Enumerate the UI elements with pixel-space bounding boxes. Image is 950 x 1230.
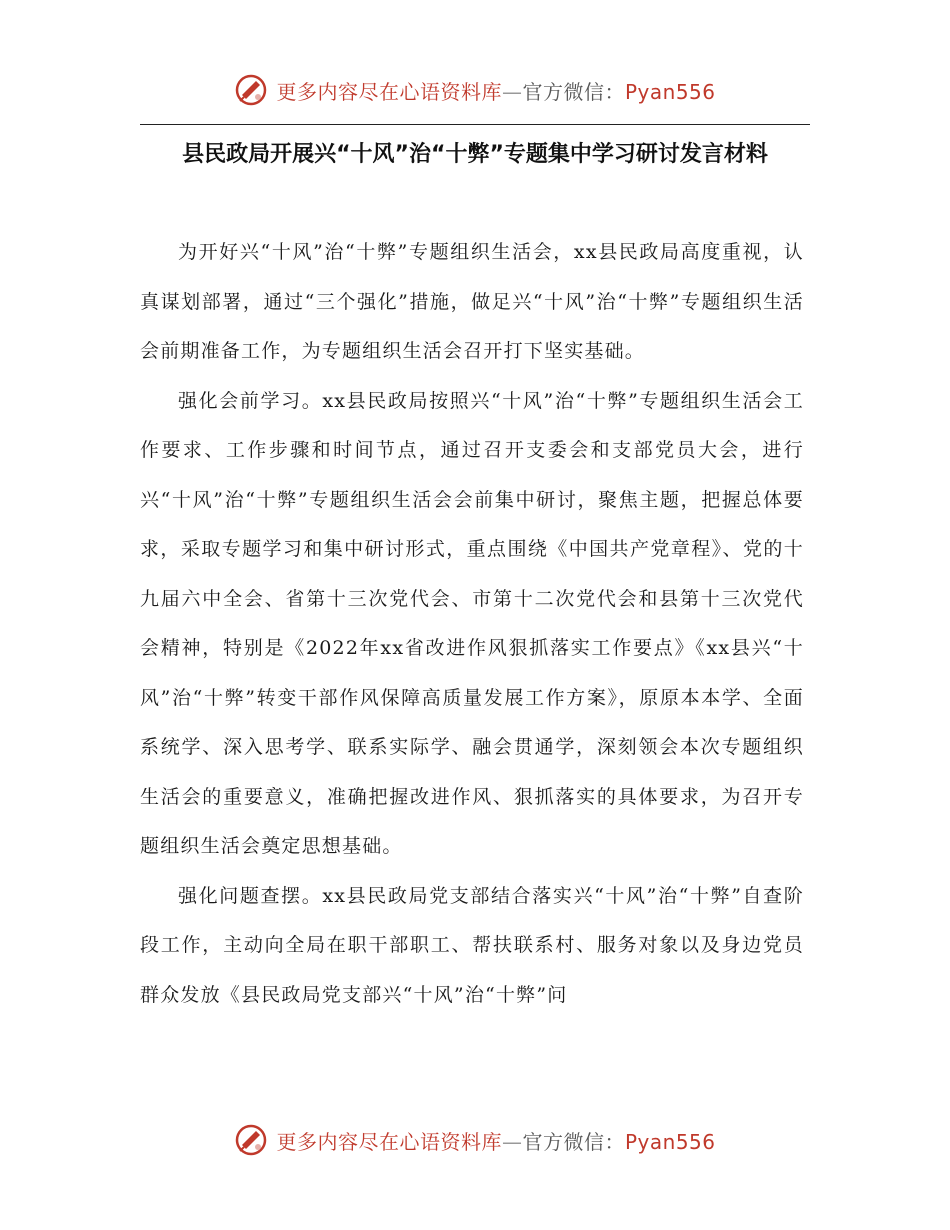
footer-watermark-banner <box>0 1120 950 1160</box>
paragraph-issues: 强化问题查摆。xx县民政局党支部结合落实兴“十风”治“十弊”自查阶段工作，主动向全局在职干部职工、帮扶联系村、服务对象以及身边党员群众发放《县民政局党支部兴“十风”治“十弊”问 <box>140 884 804 1006</box>
official-wechat-label: 官方微信： <box>522 79 625 104</box>
header-promo-text <box>276 76 715 105</box>
promo-dash: — <box>501 79 523 104</box>
promo-text: 更多内容尽在心语资料库 <box>276 1129 502 1154</box>
paragraph-intro: 为开好兴“十风”治“十弊”专题组织生活会，xx县民政局高度重视，认真谋划部署，通过“三个强化”措施，做足兴“十风”治“十弊”专题组织生活会前期准备工作，为专题组织生活会召开打下坚实基础。 <box>140 241 804 362</box>
document-body <box>140 228 804 1020</box>
wechat-handle: Pyan556 <box>624 79 716 104</box>
document-title: 县民政局开展兴“十风”治“十弊”专题集中学习研讨发言材料 <box>182 142 768 167</box>
promo-text: 更多内容尽在心语资料库 <box>276 79 502 104</box>
wechat-handle: Pyan556 <box>624 1129 716 1154</box>
official-wechat-label: 官方微信： <box>522 1129 625 1154</box>
footer-promo-text <box>276 1126 715 1155</box>
brand-logo-icon <box>234 1123 268 1157</box>
brand-logo-icon <box>234 73 268 107</box>
title-divider <box>140 124 810 125</box>
header-watermark-banner <box>0 70 950 110</box>
paragraph-study: 强化会前学习。xx县民政局按照兴“十风”治“十弊”专题组织生活会工作要求、工作步骤和时间节点，通过召开支委会和支部党员大会，进行兴“十风”治“十弊”专题组织生活会会前集中研讨，聚焦主题，把握总体要求，采取专题学习和集中研讨形式，重点围绕《中国共产党章程》、党的十九届六中全会、省第十三次党代会、市第十二次党代会和县第十三次党代会精神，特别是《2022年xx省改进作风狠抓落实工作要点》《xx县兴“十风”治“十弊”转变干部作风保障高质量发展工作方案》，原原本本学、全面系统学、深入思考学、联系实际学、融会贯通学，深刻领会本次专题组织生活会的重要意义，准确把握改进作风、狠抓落实的具体要求，为召开专题组织生活会奠定思想基础。 <box>140 389 804 857</box>
promo-dash: — <box>501 1129 523 1154</box>
